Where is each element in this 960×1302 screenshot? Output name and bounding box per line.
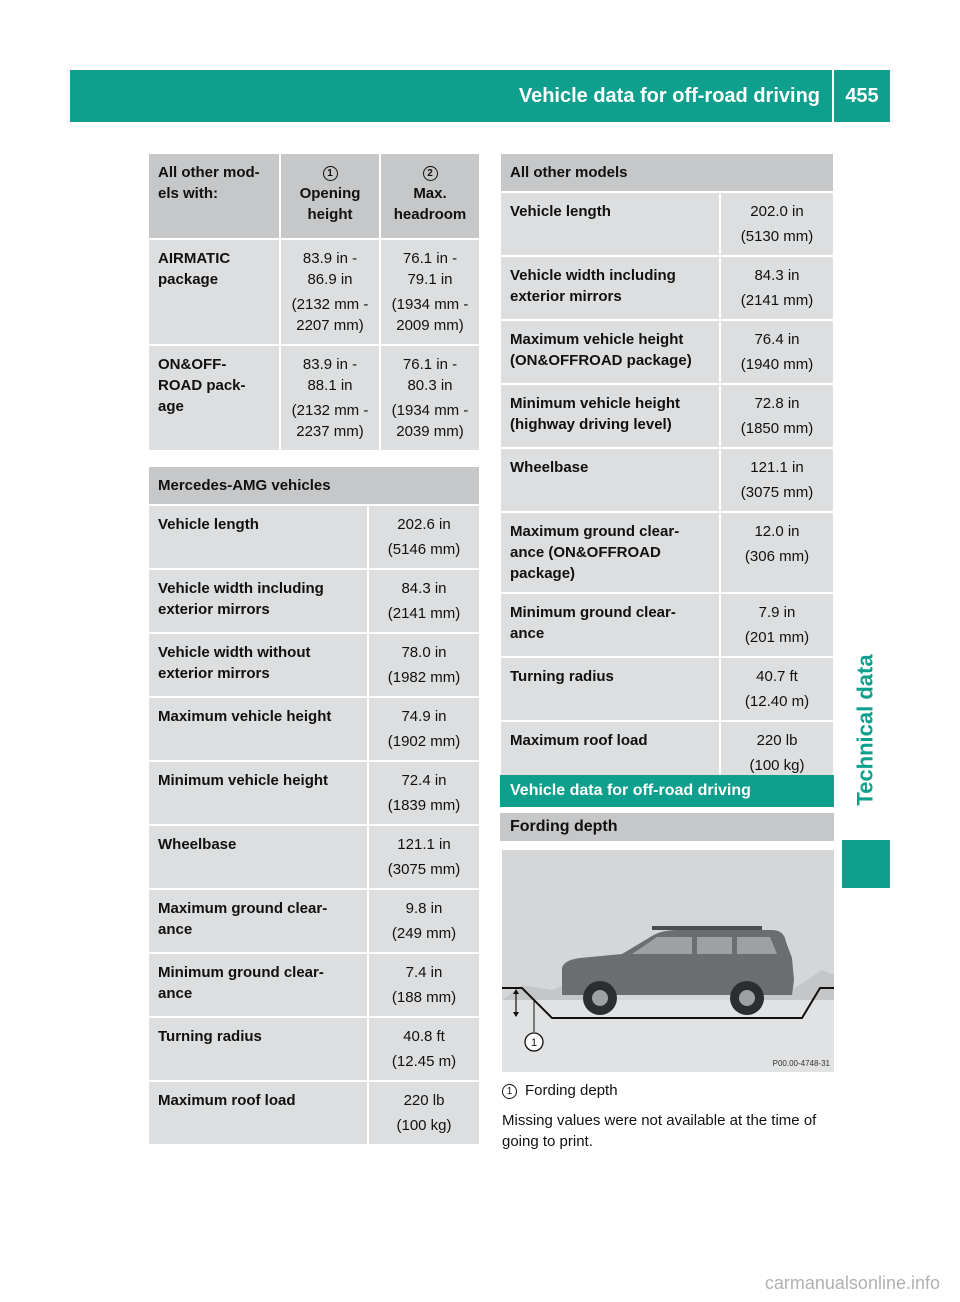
table-title: All other models bbox=[500, 153, 834, 192]
table-row bbox=[148, 239, 480, 345]
header-label: Opening height bbox=[299, 185, 361, 223]
row-value bbox=[280, 345, 380, 451]
caption-marker-icon: 1 bbox=[502, 1084, 517, 1099]
value-mm: (1850 mm) bbox=[740, 420, 814, 437]
value-mm: (100 kg) bbox=[396, 1117, 452, 1134]
value-in: 72.4 in bbox=[401, 772, 447, 789]
row-label: Turning radius bbox=[500, 657, 720, 721]
value-in: 76.1 in - 80.3 in bbox=[402, 356, 458, 394]
marker-1-icon: 1 bbox=[323, 166, 338, 181]
table-row bbox=[500, 657, 834, 721]
value-mm: (1902 mm) bbox=[387, 733, 461, 750]
table-row bbox=[500, 593, 834, 657]
height-table bbox=[147, 152, 481, 452]
value-in: 7.4 in bbox=[405, 964, 443, 981]
value-in: 7.9 in bbox=[758, 604, 796, 621]
row-label: Minimum vehicle height (highway driving level) bbox=[500, 384, 720, 448]
row-label: Maximum ground clear- ance bbox=[148, 889, 368, 953]
section-heading: Vehicle data for off-road driving bbox=[500, 775, 834, 807]
row-value bbox=[368, 1017, 480, 1081]
table-row bbox=[148, 889, 480, 953]
table-row bbox=[148, 1081, 480, 1145]
value-in: 40.8 ft bbox=[403, 1028, 445, 1045]
value-mm: (1934 mm - 2039 mm) bbox=[391, 402, 469, 440]
marker-2-icon: 2 bbox=[423, 166, 438, 181]
table-row bbox=[500, 512, 834, 593]
row-value bbox=[720, 657, 834, 721]
table-title: Mercedes-AMG vehicles bbox=[148, 466, 480, 505]
value-mm: (12.40 m) bbox=[744, 693, 810, 710]
table-row bbox=[148, 953, 480, 1017]
figure-caption bbox=[502, 1080, 836, 1101]
row-value bbox=[720, 256, 834, 320]
row-value bbox=[720, 384, 834, 448]
table-row bbox=[148, 761, 480, 825]
side-tab-marker bbox=[842, 840, 890, 888]
value-in: 83.9 in - 86.9 in bbox=[302, 250, 358, 288]
row-label: Maximum roof load bbox=[500, 721, 720, 785]
value-in: 220 lb bbox=[403, 1092, 445, 1109]
table-row bbox=[148, 569, 480, 633]
side-tab[interactable] bbox=[842, 630, 890, 830]
row-value bbox=[368, 633, 480, 697]
value-mm: (188 mm) bbox=[391, 989, 457, 1006]
row-value bbox=[368, 761, 480, 825]
row-value bbox=[380, 345, 480, 451]
row-label-text: ON&OFF- ROAD pack- age bbox=[158, 356, 246, 415]
row-label-text: AIRMATIC package bbox=[158, 250, 231, 288]
table-header-cell bbox=[380, 153, 480, 239]
value-in: 220 lb bbox=[756, 732, 798, 749]
row-value bbox=[368, 825, 480, 889]
row-label: Vehicle width including exterior mirrors bbox=[148, 569, 368, 633]
row-value bbox=[720, 512, 834, 593]
value-in: 121.1 in bbox=[397, 836, 451, 853]
row-value bbox=[368, 569, 480, 633]
value-in: 83.9 in - 88.1 in bbox=[302, 356, 358, 394]
table-header-row bbox=[500, 153, 834, 192]
row-value bbox=[368, 505, 480, 569]
vehicle-illustration bbox=[502, 850, 834, 1072]
row-label: Vehicle width including exterior mirrors bbox=[500, 256, 720, 320]
table-header-cell bbox=[280, 153, 380, 239]
other-models-table bbox=[499, 152, 835, 786]
row-label: Wheelbase bbox=[148, 825, 368, 889]
subsection-heading: Fording depth bbox=[500, 813, 834, 841]
row-value bbox=[368, 1081, 480, 1145]
row-label: Maximum vehicle height (ON&OFFROAD package) bbox=[500, 320, 720, 384]
value-in: 78.0 in bbox=[401, 644, 447, 661]
row-label: Minimum vehicle height bbox=[148, 761, 368, 825]
row-label: Minimum ground clear- ance bbox=[148, 953, 368, 1017]
value-mm: (1839 mm) bbox=[387, 797, 461, 814]
value-mm: (2141 mm) bbox=[740, 292, 814, 309]
value-mm: (5130 mm) bbox=[740, 228, 814, 245]
row-value bbox=[280, 239, 380, 345]
page-number: 455 bbox=[845, 84, 879, 107]
value-mm: (2141 mm) bbox=[387, 605, 461, 622]
row-label: Vehicle width without exterior mirrors bbox=[148, 633, 368, 697]
value-mm: (1982 mm) bbox=[387, 669, 461, 686]
table-row bbox=[500, 320, 834, 384]
table-header-row bbox=[148, 466, 480, 505]
value-in: 40.7 ft bbox=[756, 668, 798, 685]
fording-depth-illustration bbox=[502, 850, 834, 1072]
watermark: carmanualsonline.info bbox=[764, 1273, 940, 1293]
footnote: Missing values were not available at the time of going to print. bbox=[502, 1112, 817, 1150]
value-mm: (5146 mm) bbox=[387, 541, 461, 558]
row-label bbox=[148, 345, 280, 451]
table-header-row bbox=[148, 153, 480, 239]
table-row bbox=[148, 345, 480, 451]
row-value bbox=[368, 697, 480, 761]
row-value bbox=[720, 320, 834, 384]
row-label: Maximum vehicle height bbox=[148, 697, 368, 761]
value-mm: (100 kg) bbox=[749, 757, 805, 774]
table-row bbox=[148, 1017, 480, 1081]
header-label: All other mod- els with: bbox=[158, 164, 260, 202]
amg-table bbox=[147, 465, 481, 1146]
value-in: 84.3 in bbox=[754, 267, 800, 284]
value-mm: (2132 mm - 2237 mm) bbox=[291, 402, 369, 440]
row-label: Wheelbase bbox=[500, 448, 720, 512]
table-row bbox=[148, 633, 480, 697]
figure-marker: 1 bbox=[530, 1037, 538, 1049]
value-mm: (3075 mm) bbox=[740, 484, 814, 501]
value-mm: (306 mm) bbox=[744, 548, 810, 565]
value-in: 202.6 in bbox=[397, 516, 451, 533]
row-value bbox=[380, 239, 480, 345]
value-in: 121.1 in bbox=[750, 459, 804, 476]
value-mm: (1934 mm - 2009 mm) bbox=[391, 296, 469, 334]
figure-code: P00.00-4748-31 bbox=[772, 1059, 830, 1068]
value-in: 84.3 in bbox=[401, 580, 447, 597]
value-in: 74.9 in bbox=[401, 708, 447, 725]
table-row bbox=[148, 505, 480, 569]
value-in: 72.8 in bbox=[754, 395, 800, 412]
table-row bbox=[148, 825, 480, 889]
value-in: 9.8 in bbox=[405, 900, 443, 917]
row-label: Minimum ground clear- ance bbox=[500, 593, 720, 657]
table-row bbox=[500, 256, 834, 320]
value-in: 12.0 in bbox=[754, 523, 800, 540]
value-mm: (201 mm) bbox=[744, 629, 810, 646]
value-in: 202.0 in bbox=[750, 203, 804, 220]
value-in: 76.4 in bbox=[754, 331, 800, 348]
row-value bbox=[368, 953, 480, 1017]
value-in: 76.1 in - 79.1 in bbox=[402, 250, 458, 288]
header-label: Max. headroom bbox=[393, 185, 467, 223]
row-label: Maximum roof load bbox=[148, 1081, 368, 1145]
side-tab-label: Technical data bbox=[853, 654, 879, 806]
row-label: Vehicle length bbox=[500, 192, 720, 256]
value-mm: (2132 mm - 2207 mm) bbox=[291, 296, 369, 334]
row-value bbox=[368, 889, 480, 953]
caption-text: Fording depth bbox=[525, 1082, 618, 1099]
value-mm: (1940 mm) bbox=[740, 356, 814, 373]
row-label: Vehicle length bbox=[148, 505, 368, 569]
table-header-cell bbox=[148, 153, 280, 239]
row-value bbox=[720, 192, 834, 256]
table-row bbox=[500, 384, 834, 448]
table-row bbox=[500, 192, 834, 256]
row-value bbox=[720, 593, 834, 657]
value-mm: (12.45 m) bbox=[391, 1053, 457, 1070]
row-label: Turning radius bbox=[148, 1017, 368, 1081]
table-row bbox=[148, 697, 480, 761]
value-mm: (249 mm) bbox=[391, 925, 457, 942]
row-label bbox=[148, 239, 280, 345]
table-row bbox=[500, 448, 834, 512]
row-label: Maximum ground clear- ance (ON&OFFROAD package) bbox=[500, 512, 720, 593]
row-value bbox=[720, 448, 834, 512]
value-mm: (3075 mm) bbox=[387, 861, 461, 878]
page-title: Vehicle data for off-road driving bbox=[518, 84, 820, 107]
